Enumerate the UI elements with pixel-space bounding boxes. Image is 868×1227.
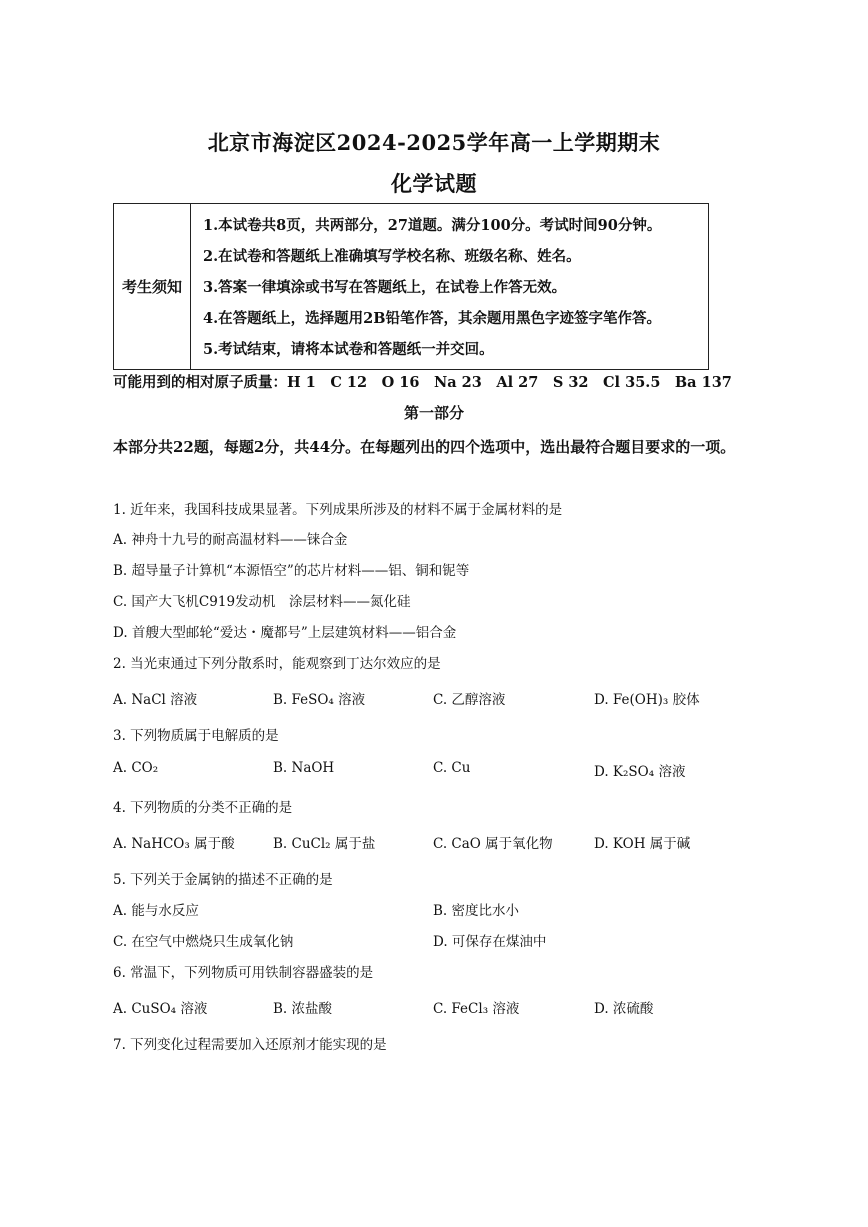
question-option: C. 国产大飞机C919发动机 涂层材料——氮化硅 <box>113 594 411 610</box>
question-stem: 7. 下列变化过程需要加入还原剂才能实现的是 <box>113 1037 387 1053</box>
notice-rule: 5.考试结束，请将本试卷和答题纸一并交回。 <box>203 341 494 358</box>
question-stem: 6. 常温下，下列物质可用铁制容器盛装的是 <box>113 965 374 981</box>
question-option: A. 神舟十九号的耐高温材料——铼合金 <box>113 532 348 548</box>
question-option: B. 浓盐酸 <box>273 1001 333 1017</box>
question-option: A. NaHCO₃ 属于酸 <box>113 836 235 852</box>
question-option: D. K₂SO₄ 溶液 <box>594 764 686 780</box>
question-option: D. Fe(OH)₃ 胶体 <box>594 692 700 708</box>
notice-label: 考生须知 <box>114 204 191 370</box>
notice-rule: 1.本试卷共8页，共两部分，27道题。满分100分。考试时间90分钟。 <box>203 217 662 234</box>
question-option: B. FeSO₄ 溶液 <box>273 692 366 708</box>
question-stem: 3. 下列物质属于电解质的是 <box>113 728 279 744</box>
notice-rule: 2.在试卷和答题纸上准确填写学校名称、班级名称、姓名。 <box>203 248 581 265</box>
question-stem: 2. 当光束通过下列分散系时，能观察到丁达尔效应的是 <box>113 656 441 672</box>
question-option: C. CaO 属于氧化物 <box>433 836 553 852</box>
notice-table <box>113 203 709 370</box>
question-option: B. 超导量子计算机“本源悟空”的芯片材料——铝、铜和铌等 <box>113 563 470 579</box>
question-stem: 5. 下列关于金属钠的描述不正确的是 <box>113 872 333 888</box>
question-option: D. 首艘大型邮轮“爱达・魔都号”上层建筑材料——铝合金 <box>113 625 457 641</box>
notice-rules <box>191 204 709 370</box>
question-option: A. NaCl 溶液 <box>113 692 198 708</box>
question-stem: 1. 近年来，我国科技成果显著。下列成果所涉及的材料不属于金属材料的是 <box>113 502 563 518</box>
question-option: B. NaOH <box>273 760 335 776</box>
question-option: A. 能与水反应 <box>113 903 199 919</box>
question-option: C. FeCl₃ 溶液 <box>433 1001 520 1017</box>
part-intro: 本部分共22题，每题2分，共44分。在每题列出的四个选项中，选出最符合题目要求的一项。 <box>113 438 736 456</box>
exam-title: 北京市海淀区2024-2025学年高一上学期期末 <box>207 130 661 155</box>
question-option: B. 密度比水小 <box>433 903 520 919</box>
question-option: C. Cu <box>433 760 471 776</box>
question-option: D. 浓硫酸 <box>594 1001 654 1017</box>
question-option: C. 乙醇溶液 <box>433 692 506 708</box>
question-option: D. 可保存在煤油中 <box>433 934 547 950</box>
question-option: A. CO₂ <box>113 760 159 776</box>
notice-rule: 4.在答题纸上，选择题用2B铅笔作答，其余题用黑色字迹签字笔作答。 <box>203 310 661 327</box>
exam-subtitle: 化学试题 <box>391 171 477 196</box>
question-option: A. CuSO₄ 溶液 <box>113 1001 208 1017</box>
question-option: D. KOH 属于碱 <box>594 836 691 852</box>
part-title: 第一部分 <box>403 404 464 422</box>
question-stem: 4. 下列物质的分类不正确的是 <box>113 800 293 816</box>
question-option: B. CuCl₂ 属于盐 <box>273 836 376 852</box>
atomic-masses: 可能用到的相对原子质量：H 1 C 12 O 16 Na 23 Al 27 S 32 Cl 35.5 Ba 137 <box>113 374 732 391</box>
question-option: C. 在空气中燃烧只生成氧化钠 <box>113 934 294 950</box>
notice-rule: 3.答案一律填涂或书写在答题纸上，在试卷上作答无效。 <box>203 279 567 296</box>
